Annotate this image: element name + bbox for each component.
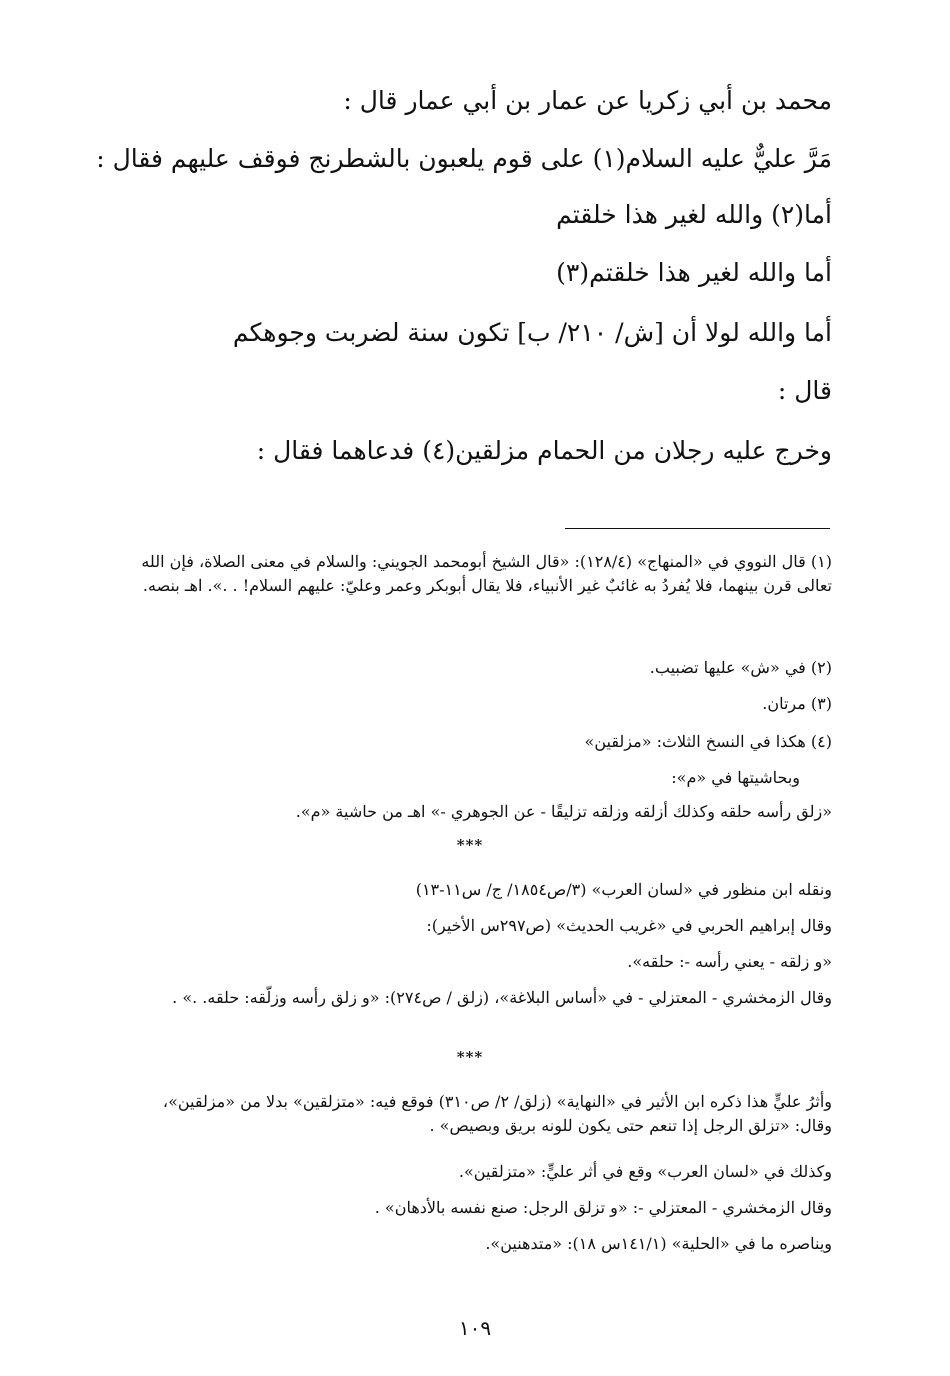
citation-zamakhshari: وقال الزمخشري - المعتزلي - في «أساس البلاغة»، (زلق / ص٢٧٤): «و زلق رأسه وزلّقه: حلقه. .» .	[172, 988, 832, 1007]
footnote-2: (٢) في «ش» عليها تضبيب.	[649, 658, 832, 677]
separator-stars-1: ***	[456, 836, 484, 854]
footnote-3: (٣) مرتان.	[762, 694, 832, 713]
footnote-1: (١) قال النووي في «المنهاج» (١٢٨/٤): «قال الشيخ أبومحمد الجويني: والسلام في معنى الصلاة، فإن الله تعالى قرن بينهما، فلا يُفردُ به غائبٌ غير الأنبياء، فلا يقال أبوبكر وعمر وعليّ: عليهم السلام! . .». اهـ بنصه.	[141, 552, 832, 595]
note-ibn-athir: وأثرُ عليٍّ هذا ذكره ابن الأثير في «النهاية» (زلق/ ٢/ ص٣١٠) فوقع فيه: «متزلقين» بدلا من «مزلقين»، وقال: «تزلق الرجل إذا تنعم حتى يكون للونه بريق وبصيص» .	[162, 1092, 832, 1135]
main-text-line-5: أما والله لولا أن [ش/ ٢١٠/ ب] تكون سنة لضربت وجوهكم	[232, 318, 832, 347]
footnote-4: (٤) هكذا في النسخ الثلاث: «مزلقين»	[584, 732, 832, 751]
citation-harbi-quote: «و زلقه - يعني رأسه -: حلقه».	[627, 952, 832, 971]
page-number: ١٠٩	[458, 1316, 492, 1340]
main-text-line-7: وخرج عليه رجلان من الحمام مزلقين(٤) فدعاهما فقال :	[256, 436, 832, 465]
citation-harbi: وقال إبراهيم الحربي في «غريب الحديث» (ص٢٩٧س الأخير):	[426, 916, 832, 935]
main-text-line-2: مَرَّ عليٌّ عليه السلام(١) على قوم يلعبون بالشطرنج فوقف عليهم فقال :	[96, 144, 832, 173]
note-lisan-al-arab: وكذلك في «لسان العرب» وقع في أثر عليٍّ: «متزلقين».	[458, 1162, 832, 1181]
separator-stars-2: ***	[456, 1048, 484, 1066]
main-text-line-3: أما(٢) والله لغير هذا خلقتم	[556, 200, 832, 229]
main-text-line-6: قال :	[777, 376, 832, 405]
footnote-4-margin-note: وبحاشيتها في «م»:	[671, 768, 800, 787]
main-text-line-4: أما والله لغير هذا خلقتم(٣)	[556, 258, 832, 287]
note-hilya: ويناصره ما في «الحلية» (١٤١/١س ١٨): «متدهنين».	[485, 1234, 832, 1253]
footnote-separator	[565, 528, 830, 529]
citation-lisan: ونقله ابن منظور في «لسان العرب» (٣/ص١٨٥٤/ ج/ س١١-١٣)	[415, 880, 832, 899]
main-text-line-1: محمد بن أبي زكريا عن عمار بن أبي عمار قال :	[343, 86, 832, 115]
footnote-4-quote: «زلق رأسه حلقه وكذلك أزلقه وزلقه تزليقًا - عن الجوهري -» اهـ من حاشية «م».	[295, 802, 832, 821]
note-zamakhshari: وقال الزمخشري - المعتزلي -: «و تزلق الرجل: صنع نفسه بالأدهان» .	[374, 1198, 832, 1217]
